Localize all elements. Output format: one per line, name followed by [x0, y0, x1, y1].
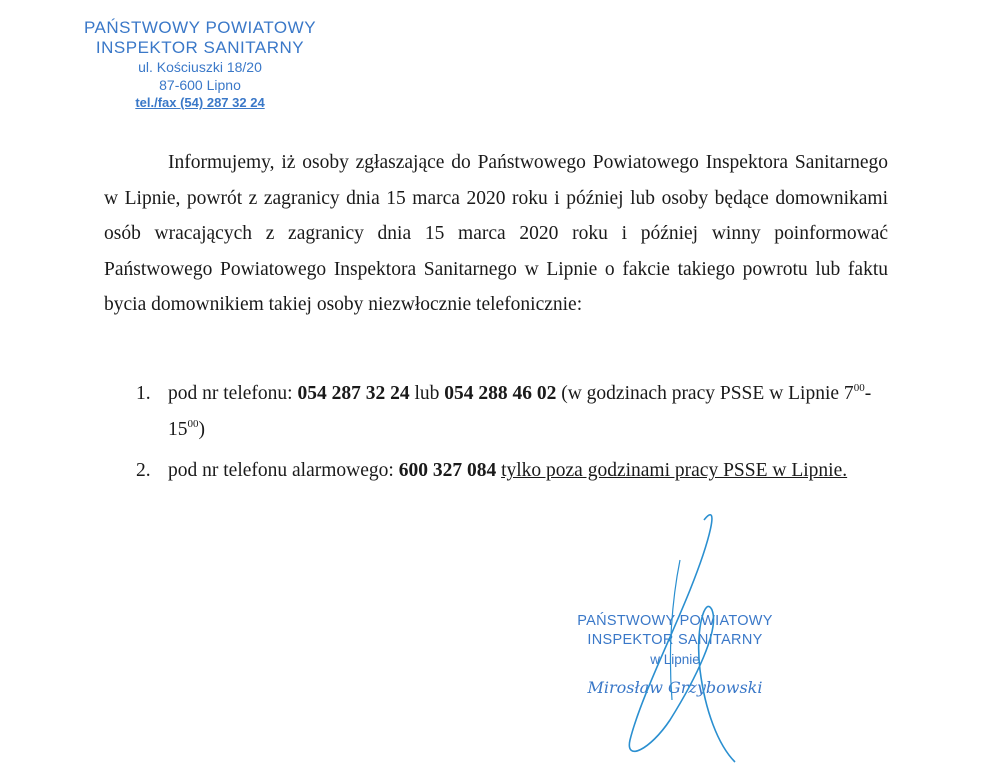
document-body: [104, 145, 888, 323]
phone-number: 600 327 084: [398, 460, 497, 482]
list-text: lub: [409, 383, 445, 404]
list-item: [104, 376, 888, 447]
list-item: [104, 453, 888, 489]
stamp-line-title: INSPEKTOR SANITARNY: [95, 38, 305, 57]
stamp-line-office: PAŃSTWOWY POWIATOWY: [577, 613, 773, 629]
stamp-line-city: w Lipnie: [650, 652, 700, 667]
header-stamp: [60, 18, 340, 112]
stamp-line-title: INSPEKTOR SANITARNY: [587, 632, 763, 648]
contact-list: [104, 376, 888, 495]
stamp-line-city: 87-600 Lipno: [159, 77, 241, 93]
stamp-line-office: PAŃSTWOWY POWIATOWY: [83, 18, 317, 37]
underlined-note: tylko poza godzinami pracy PSSE w Lipnie.: [501, 460, 848, 482]
superscript: 00: [853, 382, 865, 394]
list-text: (w godzinach pracy PSSE w Lipnie 7: [556, 383, 854, 404]
list-text: ): [198, 418, 205, 440]
list-text: pod nr telefonu alarmowego:: [168, 460, 399, 482]
stamp-line-phone: tel./fax (54) 287 32 24: [135, 95, 265, 110]
stamp-line-street: ul. Kościuszki 18/20: [138, 59, 262, 75]
intro-paragraph: Informujemy, iż osoby zgłaszające do Państwowego Powiatowego Inspektora Sanitarnego w Lipnie, powrót z zagranicy dnia 15 marca 2020 roku i później lub osoby będące domownikami osób wracających z zagranicy dnia 15 marca 2020 roku i później winny poinformować Państwowego Powiatowego Inspektora Sanitarnego w Lipnie o fakcie takiego powrotu lub faktu bycia domownikiem takiej osoby niezwłocznie telefonicznie:: [104, 152, 888, 316]
list-number: 2.: [136, 460, 151, 482]
phone-number: 054 288 46 02: [444, 383, 557, 404]
list-number: 1.: [136, 383, 151, 404]
signature-stamp: [540, 612, 810, 701]
phone-number: 054 287 32 24: [297, 383, 410, 404]
list-text: pod nr telefonu:: [168, 383, 298, 404]
stamp-line-name: Mirosław Grzybowski: [587, 678, 763, 697]
superscript: 00: [187, 417, 199, 430]
list-text: -15: [168, 383, 872, 440]
